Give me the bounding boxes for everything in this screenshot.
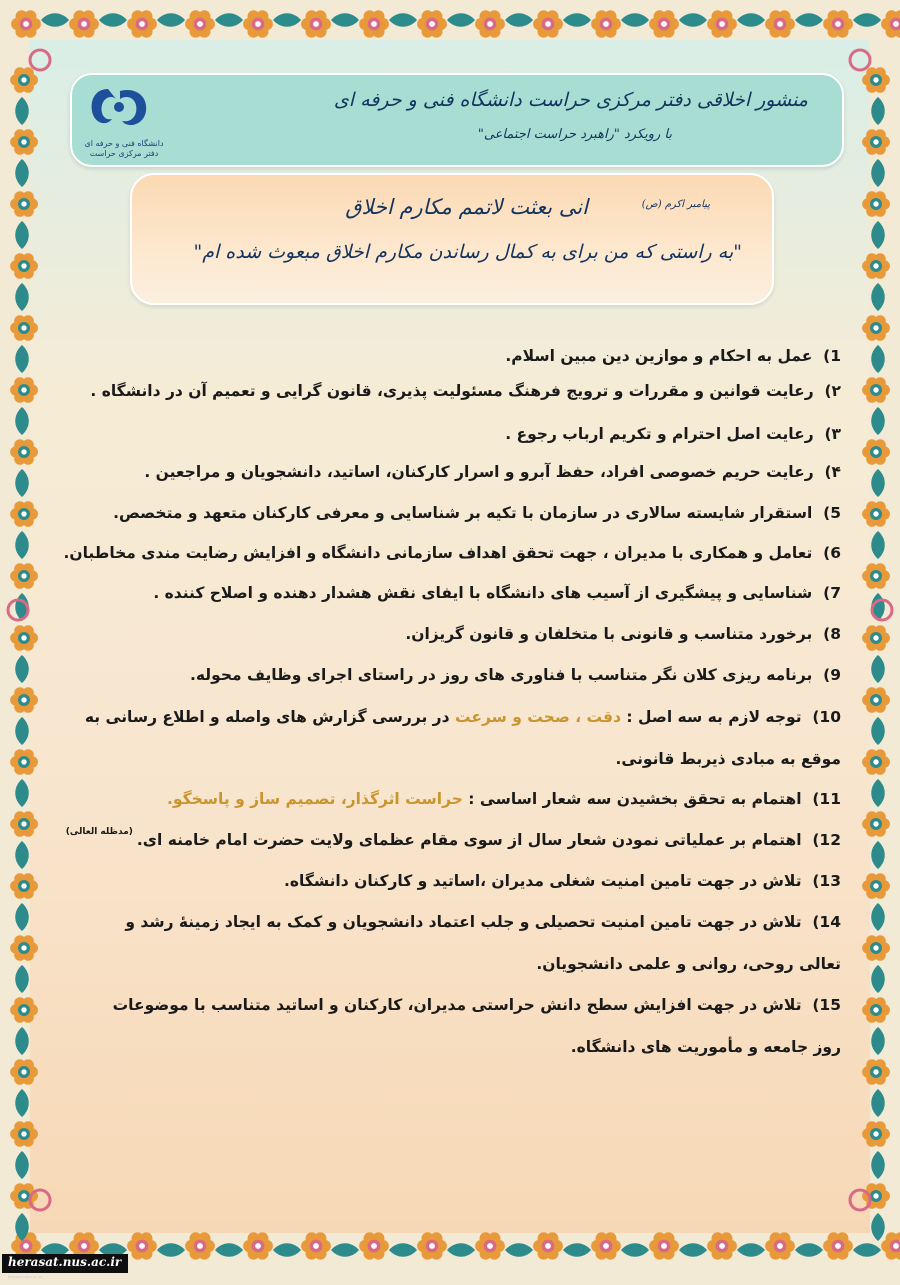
leaf-ornament xyxy=(853,13,881,27)
leaf-ornament xyxy=(15,469,29,497)
leaf-ornament xyxy=(15,283,29,311)
leaf-ornament xyxy=(15,779,29,807)
leaf-ornament xyxy=(331,13,359,27)
item-number: ۳) xyxy=(824,425,841,443)
leaf-ornament xyxy=(853,1243,881,1257)
flower-ornament xyxy=(862,253,890,279)
leaf-ornament xyxy=(15,407,29,435)
leaf-ornament xyxy=(871,283,885,311)
leaf-ornament xyxy=(273,13,301,27)
flower-ornament xyxy=(10,749,38,775)
flower-ornament xyxy=(862,67,890,93)
flower-ornament xyxy=(862,191,890,217)
leaf-ornament xyxy=(15,965,29,993)
leaf-ornament xyxy=(447,13,475,27)
flower-ornament xyxy=(649,1232,679,1259)
leaf-ornament xyxy=(15,717,29,745)
hadith-attribution: پیامبر اکرم (ص) xyxy=(641,199,710,210)
hadith-panel xyxy=(130,173,774,305)
flower-ornament xyxy=(10,625,38,651)
leaf-ornament xyxy=(447,1243,475,1257)
site-watermark xyxy=(2,1254,128,1279)
flower-ornament xyxy=(862,625,890,651)
item-number: 7) xyxy=(823,584,841,602)
flower-ornament xyxy=(10,873,38,899)
flower-ornament xyxy=(185,10,215,37)
leaf-ornament xyxy=(15,1151,29,1179)
flower-ornament xyxy=(417,10,447,37)
leaf-ornament xyxy=(15,97,29,125)
leaf-ornament xyxy=(273,1243,301,1257)
leaf-ornament xyxy=(99,13,127,27)
leaf-ornament xyxy=(15,159,29,187)
list-item xyxy=(65,821,841,859)
flower-ornament xyxy=(10,501,38,527)
leaf-ornament xyxy=(389,13,417,27)
leaf-ornament xyxy=(679,13,707,27)
flower-ornament xyxy=(765,10,795,37)
scroll-ornament xyxy=(30,50,50,70)
flower-ornament xyxy=(10,67,38,93)
hadith-arabic: انی بعثت لاتمم مکارم اخلاق xyxy=(345,195,588,219)
list-item xyxy=(84,615,841,653)
item-text: اهتمام بر عملیاتی نمودن شعار سال از سوی مقام عظمای ولایت حضرت امام خامنه ای. xyxy=(136,831,802,849)
list-item xyxy=(84,984,841,1068)
flower-ornament xyxy=(765,1232,795,1259)
flower-ornament xyxy=(862,687,890,713)
flower-ornament xyxy=(301,10,331,37)
flower-ornament xyxy=(881,10,900,37)
leaf-ornament xyxy=(15,531,29,559)
item-number: ۴) xyxy=(824,463,841,481)
list-item xyxy=(84,862,841,900)
flower-ornament xyxy=(359,1232,389,1259)
watermark-site: herasat.nus.ac.ir xyxy=(8,1255,122,1269)
leaf-ornament xyxy=(157,13,185,27)
leaf-ornament xyxy=(15,221,29,249)
university-logo xyxy=(82,83,164,159)
leaf-ornament xyxy=(15,1089,29,1117)
flower-ornament xyxy=(862,997,890,1023)
flower-ornament xyxy=(591,1232,621,1259)
list-item xyxy=(84,656,841,694)
item-number: 9) xyxy=(823,666,841,684)
item-text: تلاش در جهت تامین امنیت شغلی مدیران ،اساتید و کارکنان دانشگاه. xyxy=(283,872,802,890)
item-number: 5) xyxy=(823,504,841,522)
list-item xyxy=(84,453,841,491)
flower-ornament xyxy=(10,935,38,961)
item-text: رعایت اصل احترام و تکریم ارباب رجوع . xyxy=(505,425,814,443)
item-text-pre: اهتمام به تحقق بخشیدن سه شعار اساسی : xyxy=(462,790,802,808)
leaf-ornament xyxy=(871,1089,885,1117)
item-number: 12) xyxy=(812,831,841,849)
flower-ornament xyxy=(10,687,38,713)
flower-ornament xyxy=(10,1121,38,1147)
leaf-ornament xyxy=(621,1243,649,1257)
leaf-ornament xyxy=(871,965,885,993)
list-item xyxy=(84,696,841,780)
flower-ornament xyxy=(10,563,38,589)
flower-ornament xyxy=(881,1232,900,1259)
item-highlight: حراست اثرگذار، تصمیم ساز و پاسخگو. xyxy=(167,790,463,808)
flower-ornament xyxy=(359,10,389,37)
leaf-ornament xyxy=(737,1243,765,1257)
leaf-ornament xyxy=(871,345,885,373)
flower-ornament xyxy=(10,997,38,1023)
flower-ornament xyxy=(862,129,890,155)
flower-ornament xyxy=(823,1232,853,1259)
leaf-ornament xyxy=(871,407,885,435)
flower-ornament xyxy=(475,10,505,37)
leaf-ornament xyxy=(15,345,29,373)
item-text: تلاش در جهت افزایش سطح دانش حراستی مدیران، کارکنان و اساتید متناسب با موضوعات روز جامعه و مأموریت های دانشگاه. xyxy=(112,996,841,1056)
leaf-ornament xyxy=(15,903,29,931)
flower-ornament xyxy=(707,1232,737,1259)
leaf-ornament xyxy=(505,13,533,27)
flower-ornament xyxy=(862,377,890,403)
flower-ornament xyxy=(862,811,890,837)
logo-icon xyxy=(82,83,164,139)
item-number: 14) xyxy=(812,913,841,931)
flower-ornament xyxy=(475,1232,505,1259)
leaf-ornament xyxy=(871,655,885,683)
list-item xyxy=(84,494,841,532)
leaf-ornament xyxy=(795,13,823,27)
flower-ornament xyxy=(243,10,273,37)
item-number: 10) xyxy=(812,708,841,726)
watermark-small: herasat.nus.ac.ir xyxy=(8,1274,43,1279)
leaf-ornament xyxy=(215,1243,243,1257)
item-number: 1) xyxy=(823,347,841,365)
item-text: رعایت حریم خصوصی افراد، حفظ آبرو و اسرار کارکنان، اساتید، دانشجویان و مراجعین . xyxy=(144,463,814,481)
flower-ornament xyxy=(10,315,38,341)
leaf-ornament xyxy=(389,1243,417,1257)
item-text: عمل به احکام و موازین دین مبین اسلام. xyxy=(505,347,813,365)
leaf-ornament xyxy=(871,469,885,497)
logo-caption-line2: دفتر مرکزی حراست xyxy=(89,149,159,158)
list-item xyxy=(84,337,841,375)
leaf-ornament xyxy=(41,13,69,27)
leaf-ornament xyxy=(331,1243,359,1257)
flower-ornament xyxy=(533,1232,563,1259)
flower-ornament xyxy=(10,1059,38,1085)
list-item xyxy=(84,780,841,818)
flower-ornament xyxy=(127,1232,157,1259)
leaf-ornament xyxy=(563,13,591,27)
leaf-ornament xyxy=(871,1213,885,1241)
item-number: 13) xyxy=(812,872,841,890)
item-text: برخورد متناسب و قانونی با متخلفان و قانون گریزان. xyxy=(405,625,813,643)
leaf-ornament xyxy=(621,13,649,27)
leaf-ornament xyxy=(157,1243,185,1257)
item-text-pre: توجه لازم به سه اصل : xyxy=(621,708,802,726)
leaf-ornament xyxy=(871,717,885,745)
leaf-ornament xyxy=(15,655,29,683)
leaf-ornament xyxy=(871,903,885,931)
flower-ornament xyxy=(862,1059,890,1085)
leaf-ornament xyxy=(871,531,885,559)
leaf-ornament xyxy=(871,97,885,125)
item-text: تعامل و همکاری با مدیران ، جهت تحقق اهداف سازمانی دانشگاه و افزایش رضایت مندی مخاطبان. xyxy=(63,544,813,562)
flower-ornament xyxy=(10,253,38,279)
flower-ornament xyxy=(127,10,157,37)
item-number: 8) xyxy=(823,625,841,643)
item-highlight: دقت ، صحت و سرعت xyxy=(454,708,622,726)
page-title: منشور اخلاقی دفتر مرکزی حراست دانشگاه فنی و حرفه ای xyxy=(333,89,808,111)
item-text: رعایت قوانین و مقررات و ترویج فرهنگ مسئولیت پذیری، قانون گرایی و تعمیم آن در دانشگاه . xyxy=(90,382,814,400)
flower-ornament xyxy=(862,563,890,589)
flower-ornament xyxy=(862,439,890,465)
flower-ornament xyxy=(11,10,41,37)
leaf-ornament xyxy=(737,13,765,27)
flower-ornament xyxy=(10,129,38,155)
flower-ornament xyxy=(707,10,737,37)
item-number: 11) xyxy=(812,790,841,808)
list-item xyxy=(84,901,841,985)
flower-ornament xyxy=(823,10,853,37)
flower-ornament xyxy=(862,935,890,961)
leaf-ornament xyxy=(563,1243,591,1257)
list-item xyxy=(84,574,841,612)
flower-ornament xyxy=(862,315,890,341)
item-text: برنامه ریزی کلان نگر متناسب با فناوری های روز در راستای اجرای وظایف محوله. xyxy=(190,666,813,684)
flower-ornament xyxy=(862,1121,890,1147)
logo-caption xyxy=(84,139,164,159)
item-text-post: در بررسی گزارش های واصله و اطلاع رسانی به موقع به مبادی ذیربط قانونی. xyxy=(84,708,841,768)
leaf-ornament xyxy=(871,841,885,869)
flower-ornament xyxy=(649,10,679,37)
flower-ornament xyxy=(10,811,38,837)
header-panel xyxy=(70,73,844,167)
flower-ornament xyxy=(417,1232,447,1259)
leaf-ornament xyxy=(679,1243,707,1257)
flower-ornament xyxy=(862,501,890,527)
list-item xyxy=(63,534,841,572)
leaf-ornament xyxy=(871,159,885,187)
item-number: 15) xyxy=(812,996,841,1014)
item-number: ۲) xyxy=(824,382,841,400)
leaf-ornament xyxy=(795,1243,823,1257)
flower-ornament xyxy=(10,1183,38,1209)
leaf-ornament xyxy=(871,779,885,807)
page-subtitle: با رویکرد "راهبرد حراست اجتماعی" xyxy=(477,127,672,142)
flower-ornament xyxy=(301,1232,331,1259)
flower-ornament xyxy=(862,749,890,775)
flower-ornament xyxy=(862,1183,890,1209)
flower-ornament xyxy=(533,10,563,37)
flower-ornament xyxy=(69,10,99,37)
leaf-ornament xyxy=(871,221,885,249)
flower-ornament xyxy=(862,873,890,899)
flower-ornament xyxy=(10,191,38,217)
scroll-ornament xyxy=(850,50,870,70)
leaf-ornament xyxy=(15,841,29,869)
item-number: 6) xyxy=(823,544,841,562)
flower-ornament xyxy=(243,1232,273,1259)
leaf-ornament xyxy=(215,13,243,27)
list-item xyxy=(84,415,841,453)
flower-ornament xyxy=(591,10,621,37)
item-text: شناسایی و پیشگیری از آسیب های دانشگاه با ایفای نقش هشدار دهنده و اصلاح کننده . xyxy=(153,584,813,602)
flower-ornament xyxy=(185,1232,215,1259)
item-text: استقرار شایسته سالاری در سازمان با تکیه بر شناسایی و معرفی کارکنان متعهد و متخصص. xyxy=(113,504,813,522)
list-item xyxy=(84,372,841,410)
leaf-ornament xyxy=(505,1243,533,1257)
flower-ornament xyxy=(10,377,38,403)
leaf-ornament xyxy=(871,1151,885,1179)
logo-caption-line1: دانشگاه فنی و حرفه ای xyxy=(84,139,164,148)
hadith-persian: "به راستی که من برای به کمال رساندن مکارم اخلاق مبعوث شده ام" xyxy=(193,241,742,263)
item-note: (مدظله العالی) xyxy=(65,827,133,837)
leaf-ornament xyxy=(871,1027,885,1055)
item-text: تلاش در جهت تامین امنیت تحصیلی و جلب اعتماد دانشجویان و کمک به ایجاد زمینۀ رشد و تعالی روحی، روانی و علمی دانشجویان. xyxy=(125,913,841,973)
leaf-ornament xyxy=(15,1027,29,1055)
flower-ornament xyxy=(10,439,38,465)
